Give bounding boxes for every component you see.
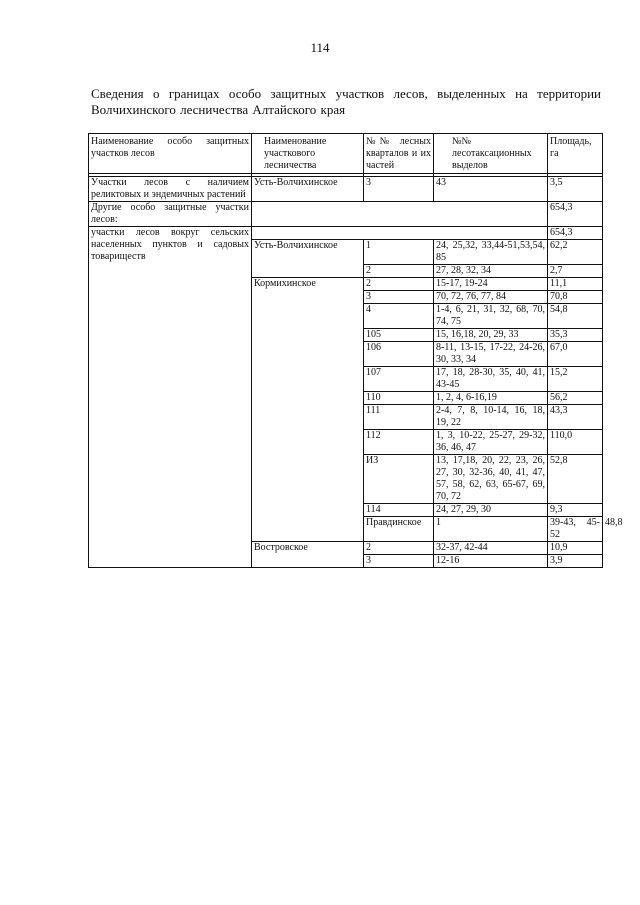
quarter-cell: 1 — [434, 517, 548, 542]
quarter-cell: 4 — [364, 304, 434, 329]
table-row — [89, 177, 603, 202]
plots-cell: 2-4, 7, 8, 10-14, 16, 18, 19, 22 — [434, 405, 548, 430]
document-title: Сведения о границах особо защитных участков лесов, выделенных на территории Волчихинского лесничества Алтайского края — [91, 86, 601, 117]
area-cell: 56,2 — [548, 392, 603, 405]
quarter-cell: 2 — [364, 265, 434, 278]
forest-plots-table — [88, 133, 623, 568]
protected-area-name: Другие особо защитные участки лесов: — [89, 202, 252, 227]
plots-cell: 24, 27, 29, 30 — [434, 504, 548, 517]
plots-cell: 24, 25,32, 33,44-51,53,54, 85 — [434, 240, 548, 265]
empty-merged-cell — [252, 202, 548, 227]
page-number: 114 — [310, 40, 330, 55]
quarter-cell: 3 — [364, 177, 434, 202]
district-cell: Востровское — [252, 542, 364, 568]
area-cell: 654,3 — [548, 227, 603, 240]
area-cell: 43,3 — [548, 405, 603, 430]
quarter-cell: 111 — [364, 405, 434, 430]
header-cell: №№ лесотаксационных выделов — [434, 134, 548, 174]
plots-cell: 27, 28, 32, 34 — [434, 265, 548, 278]
quarter-cell: 114 — [364, 504, 434, 517]
area-cell: 3,9 — [548, 555, 603, 568]
area-cell: 654,3 — [548, 202, 603, 227]
area-cell: 35,3 — [548, 329, 603, 342]
area-cell: 52,8 — [548, 455, 603, 504]
area-cell: 2,7 — [548, 265, 603, 278]
quarter-cell: 106 — [364, 342, 434, 367]
header-cell: №№ лесных кварталов и их частей — [364, 134, 434, 174]
plots-cell: 1, 3, 10-22, 25-27, 29-32, 36, 46, 47 — [434, 430, 548, 455]
quarter-cell: 3 — [364, 291, 434, 304]
plots-cell: 15, 16,18, 20, 29, 33 — [434, 329, 548, 342]
header-cell: Наименование участкового лесничества — [252, 134, 364, 174]
district-cell: Усть-Волчихинское — [252, 240, 364, 278]
protected-area-name: Участки лесов с наличием реликтовых и эндемичных растений — [89, 177, 252, 202]
quarter-cell: 3 — [364, 555, 434, 568]
area-cell: 54,8 — [548, 304, 603, 329]
protected-area-name: участки лесов вокруг сельских населенных пунктов и садовых товариществ — [89, 227, 252, 568]
district-cell: Правдинское — [364, 517, 434, 542]
plots-cell: 17, 18, 28-30, 35, 40, 41, 43-45 — [434, 367, 548, 392]
area-cell: 10,9 — [548, 542, 603, 555]
area-cell: 62,2 — [548, 240, 603, 265]
plots-cell: 12-16 — [434, 555, 548, 568]
quarter-cell: 107 — [364, 367, 434, 392]
plots-cell: 1, 2, 4, 6-16,19 — [434, 392, 548, 405]
area-cell: 67,0 — [548, 342, 603, 367]
area-cell: 110,0 — [548, 430, 603, 455]
area-cell: 3,5 — [548, 177, 603, 202]
table-row — [89, 202, 603, 227]
district-cell: Усть-Волчихинское — [252, 177, 364, 202]
table-row — [89, 227, 603, 240]
quarter-cell: 2 — [364, 542, 434, 555]
area-cell: 11,1 — [548, 278, 603, 291]
plots-cell: 15-17, 19-24 — [434, 278, 548, 291]
district-cell: Кормихинское — [252, 278, 364, 542]
header-cell: Площадь, га — [548, 134, 603, 174]
quarter-cell: 105 — [364, 329, 434, 342]
header-cell: Наименование особо защитных участков лесов — [89, 134, 252, 174]
area-cell: 15,2 — [548, 367, 603, 392]
quarter-cell: 2 — [364, 278, 434, 291]
quarter-cell: ИЗ — [364, 455, 434, 504]
empty-merged-cell — [252, 227, 548, 240]
area-cell: 70,8 — [548, 291, 603, 304]
plots-cell: 70, 72, 76, 77, 84 — [434, 291, 548, 304]
quarter-cell: 1 — [364, 240, 434, 265]
plots-cell: 39-43, 45-52 — [548, 517, 603, 542]
quarter-cell: 112 — [364, 430, 434, 455]
plots-cell: 1-4, 6, 21, 31, 32, 68, 70, 74, 75 — [434, 304, 548, 329]
table-row: Правдинское 1 39-43, 45-52 48,8 — [89, 517, 603, 542]
table-header-row — [89, 134, 603, 174]
plots-cell: 13, 17,18, 20, 22, 23, 26, 27, 30, 32-36, 40, 41, 47, 57, 58, 62, 63, 65-67, 69, 70, 72 — [434, 455, 548, 504]
plots-cell: 8-11, 13-15, 17-22, 24-26, 30, 33, 34 — [434, 342, 548, 367]
plots-cell: 32-37, 42-44 — [434, 542, 548, 555]
plots-cell: 43 — [434, 177, 548, 202]
area-cell: 9,3 — [548, 504, 603, 517]
quarter-cell: 110 — [364, 392, 434, 405]
